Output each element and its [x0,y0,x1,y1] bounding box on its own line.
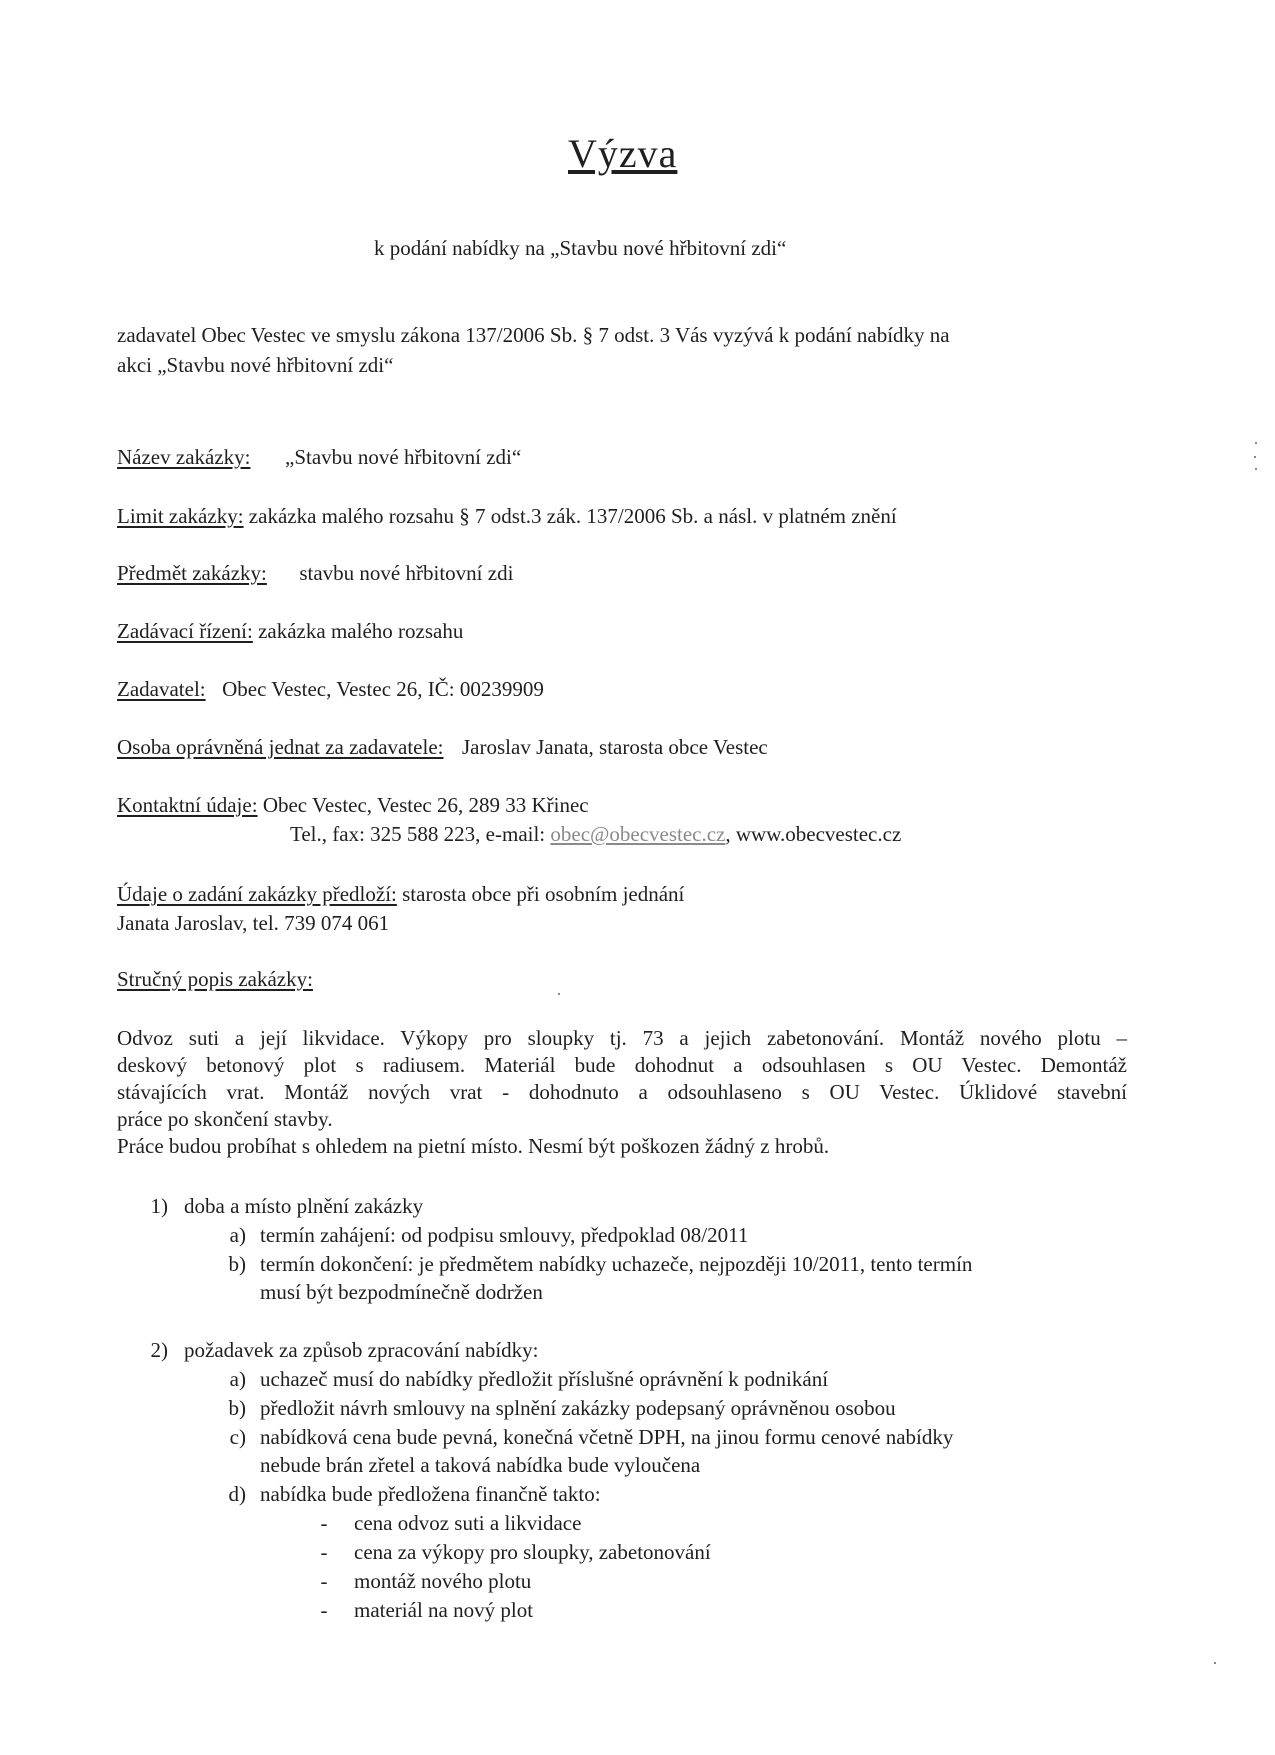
document-subtitle: k podání nabídky na „Stavbu nové hřbitovní zdi“ [374,236,787,260]
intro-line-2: akci „Stavbu nové hřbitovní zdi“ [117,353,394,377]
list2-item-c-text-2: nebude brán zřetel a taková nabídka bude vyloučena [260,1453,701,1477]
list2-item-a-letter: a) [229,1367,246,1391]
list2-item-d-text: nabídka bude předložena finančně takto: [260,1482,601,1506]
field-udaje [117,881,684,908]
web-address: , www.obecvestec.cz [725,822,902,846]
subitem-text: cena za výkopy pro sloupky, zabetonování [354,1540,711,1564]
field-osoba-value: Jaroslav Janata, starosta obce Vestec [462,735,768,759]
field-rizeni [117,618,463,645]
field-osoba [117,734,768,761]
intro-line-1: zadavatel Obec Vestec ve smyslu zákona 137/2006 Sb. § 7 odst. 3 Vás vyzývá k podání nabídky na [117,323,950,347]
list2-number: 2) [150,1338,168,1362]
list1-number: 1) [150,1194,168,1218]
field-zadavatel [117,676,544,703]
popis-line: deskový betonový plot s radiusem. Materiál bude dohodnut a odsouhlasen s OU Vestec. Demontáž [117,1053,1127,1077]
field-udaje-label: Údaje o zadání zakázky předloží: [117,882,397,906]
popis-line: stávajících vrat. Montáž nových vrat - dohodnuto a odsouhlaseno s OU Vestec. Úklidové stavební [117,1080,1127,1104]
field-predmet-value: stavbu nové hřbitovní zdi [299,561,514,585]
list2-heading: požadavek za způsob zpracování nabídky: [184,1338,539,1362]
popis-line: Odvoz suti a její likvidace. Výkopy pro sloupky tj. 73 a jejich zabetonování. Montáž nového plotu – [117,1026,1127,1050]
field-udaje-value: starosta obce při osobním jednání [402,882,685,906]
list2-item-d-letter: d) [228,1482,246,1506]
email-link[interactable]: obec@obecvestec.cz [550,822,726,846]
field-kontakt [117,792,589,819]
scan-speck [1255,468,1257,470]
scan-speck [558,993,560,995]
scan-speck [1254,456,1256,458]
popis-paragraph [117,1025,1127,1160]
field-kontakt-label: Kontaktní údaje: [117,793,258,817]
field-zadavatel-value: Obec Vestec, Vestec 26, IČ: 00239909 [222,677,544,701]
field-nazev-label: Název zakázky: [117,445,251,469]
list1-item-b-text-2: musí být bezpodmínečně dodržen [260,1280,543,1304]
field-kontakt-line1: Obec Vestec, Vestec 26, 289 33 Křinec [262,793,589,817]
field-limit-label: Limit zakázky: [117,504,244,528]
field-limit [117,503,897,530]
field-zadavatel-label: Zadavatel: [117,677,206,701]
subitem-text: cena odvoz suti a likvidace [354,1511,582,1535]
scan-speck [1255,442,1257,444]
list2-item-b-letter: b) [228,1396,246,1420]
list1-heading: doba a místo plnění zakázky [184,1194,424,1218]
field-nazev-value: „Stavbu nové hřbitovní zdi“ [285,445,522,469]
field-udaje-line2: Janata Jaroslav, tel. 739 074 061 [117,911,390,935]
list1-item-a-text: termín zahájení: od podpisu smlouvy, předpoklad 08/2011 [260,1223,749,1247]
field-nazev [117,444,521,471]
field-rizeni-value: zakázka malého rozsahu [258,619,464,643]
field-limit-value: zakázka malého rozsahu § 7 odst.3 zák. 137/2006 Sb. a násl. v platném znění [248,504,897,528]
field-kontakt-line2 [290,821,901,848]
dash-bullet: - [320,1540,328,1564]
subitem-text: montáž nového plotu [354,1569,532,1593]
list2-item-a-text: uchazeč musí do nabídky předložit příslušné oprávnění k podnikání [260,1367,829,1391]
scan-speck [1214,1662,1216,1664]
field-rizeni-label: Zadávací řízení: [117,619,253,643]
field-predmet [117,560,513,587]
list1-item-b-letter: b) [228,1252,246,1276]
document-title: Výzva [568,131,678,176]
popis-label: Stručný popis zakázky: [117,967,313,991]
popis-line: práce po skončení stavby. [117,1107,333,1131]
list2-item-c-letter: c) [229,1425,246,1449]
dash-bullet: - [320,1598,328,1622]
list2-item-b-text: předložit návrh smlouvy na splnění zakázky podepsaný oprávněnou osobou [260,1396,896,1420]
list2-item-c-text: nabídková cena bude pevná, konečná včetně DPH, na jinou formu cenové nabídky [260,1425,954,1449]
dash-bullet: - [320,1569,328,1593]
dash-bullet: - [320,1511,328,1535]
list1-item-b-text: termín dokončení: je předmětem nabídky uchazeče, nejpozději 10/2011, tento termín [260,1252,973,1276]
field-predmet-label: Předmět zakázky: [117,561,267,585]
list1-item-a-letter: a) [229,1223,246,1247]
subitem-text: materiál na nový plot [354,1598,534,1622]
field-osoba-label: Osoba oprávněná jednat za zadavatele: [117,735,444,759]
popis-line: Práce budou probíhat s ohledem na pietní místo. Nesmí být poškozen žádný z hrobů. [117,1134,830,1158]
field-kontakt-tel: Tel., fax: 325 588 223, e-mail: [290,822,546,846]
